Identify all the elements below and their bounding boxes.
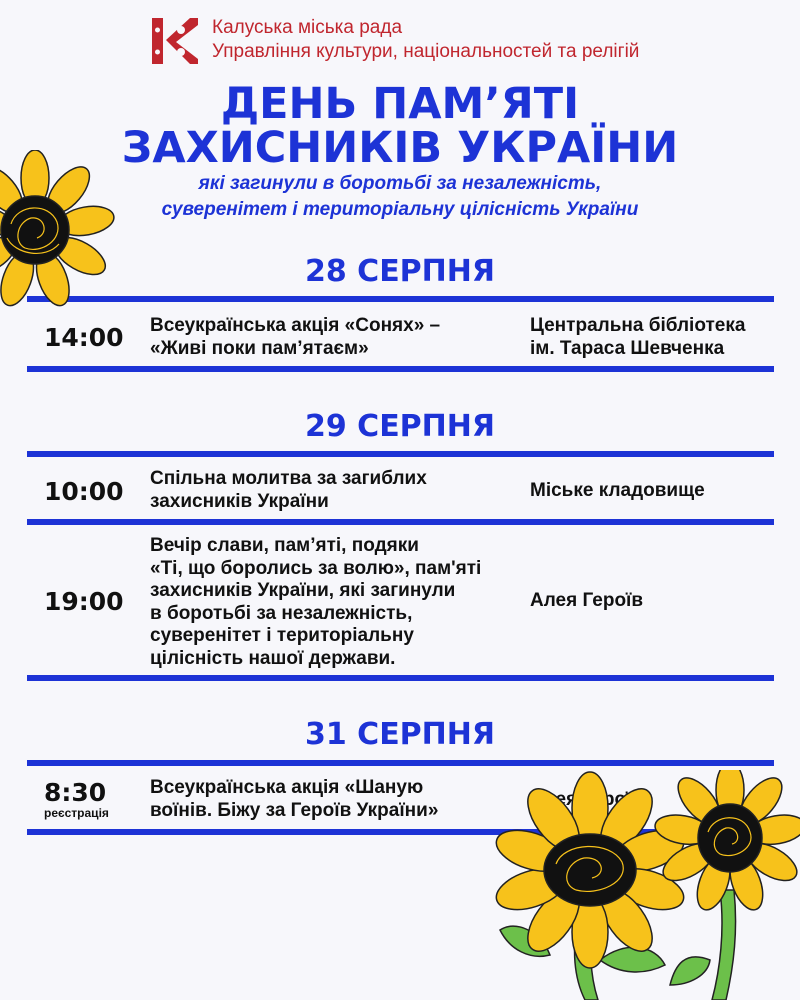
desc-line: в боротьбі за незалежність, xyxy=(150,602,413,624)
date-heading: 29 СЕРПНЯ xyxy=(304,409,495,444)
place-line: Міське кладовище xyxy=(530,480,705,501)
event-time: 19:00 xyxy=(44,587,124,616)
divider xyxy=(27,451,774,457)
event-place xyxy=(530,479,705,502)
event-description xyxy=(150,314,440,360)
subtitle-line-1: які загинули в боротьбі за незалежність, xyxy=(198,173,602,194)
divider xyxy=(27,675,774,681)
page-title xyxy=(0,79,800,173)
event-place xyxy=(530,589,643,612)
desc-line: «Живі поки пам’ятаєм» xyxy=(150,338,369,359)
desc-line: Вечір слави, пам’яті, подяки xyxy=(150,535,419,556)
desc-line: Всеукраїнська акція «Сонях» – xyxy=(150,315,441,336)
divider xyxy=(27,296,774,302)
event-description xyxy=(150,467,427,513)
registration-note: реєстрація xyxy=(44,806,109,820)
place-line: Алея Героїв xyxy=(530,590,644,611)
desc-line: Всеукраїнська акція «Шаную xyxy=(150,777,424,798)
kalush-logo-icon xyxy=(150,16,200,66)
event-time: 10:00 xyxy=(44,477,124,506)
title-line-2: ЗАХИСНИКІВ УКРАЇНИ xyxy=(121,123,679,173)
subtitle xyxy=(0,171,800,223)
place-line: Центральна бібліотека xyxy=(530,315,746,336)
event-time: 8:30 xyxy=(44,778,107,807)
header xyxy=(150,16,639,66)
desc-line: Спільна молитва за загиблих xyxy=(150,468,427,489)
desc-line: воїнів. Біжу за Героїв України» xyxy=(150,800,439,821)
desc-line: захисників України, які загинули xyxy=(150,580,456,601)
event-description xyxy=(150,776,438,822)
sunflower-icon xyxy=(0,150,120,320)
divider xyxy=(27,366,774,372)
divider xyxy=(27,760,774,766)
event-place xyxy=(530,314,745,360)
desc-line: захисників України xyxy=(150,491,329,512)
org-name: Калуська міська рада xyxy=(212,17,403,38)
date-heading: 28 СЕРПНЯ xyxy=(304,254,495,289)
date-heading: 31 СЕРПНЯ xyxy=(304,717,495,752)
subtitle-line-2: суверенітет і територіальну цілісність України xyxy=(161,199,639,220)
desc-line: «Ті, що боролись за волю», пам'яті xyxy=(150,557,482,579)
desc-line: суверенітет і територіальну xyxy=(150,625,414,646)
event-description xyxy=(150,535,481,670)
sunflowers-bouquet-icon xyxy=(480,770,800,1000)
title-line-1: ДЕНЬ ПАМ’ЯТІ xyxy=(220,79,580,129)
place-line: Героїв xyxy=(582,789,644,810)
desc-line: цілісність нашої держави. xyxy=(150,647,396,669)
event-time: 14:00 xyxy=(44,323,124,352)
divider xyxy=(27,519,774,525)
org-department: Управління культури, національностей та релігій xyxy=(212,41,640,62)
place-line: ім. Тараса Шевченка xyxy=(530,338,725,359)
